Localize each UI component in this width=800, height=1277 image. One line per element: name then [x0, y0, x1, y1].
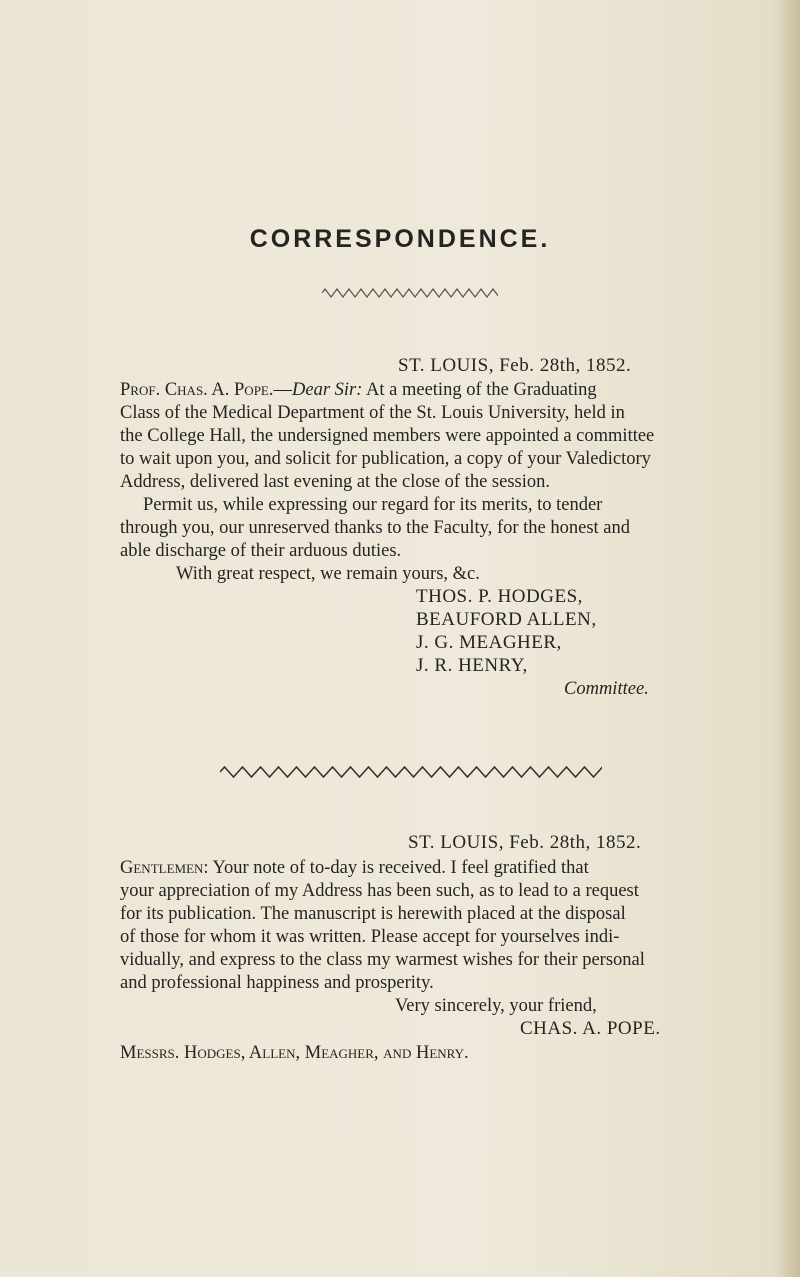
letter1-salutation-greeting: Dear Sir:	[292, 380, 363, 400]
letter1-dateline: ST. LOUIS, Feb. 28th, 1852.	[398, 355, 632, 376]
signatory-name: J. G. MEAGHER,	[416, 632, 562, 653]
ornamental-rule-middle	[220, 766, 602, 778]
page-title: CORRESPONDENCE.	[249, 225, 551, 253]
letter2-body-line: of those for whom it was written. Please accept for yourselves indi-	[120, 927, 620, 947]
letter2-dateline: ST. LOUIS, Feb. 28th, 1852.	[408, 832, 642, 853]
letter1-body-line: to wait upon you, and solicit for publication, a copy of your Valedictory	[120, 449, 651, 469]
letter2-body-line: and professional happiness and prosperity.	[120, 973, 434, 993]
letter1-salutation-name: Prof. Chas. A. Pope.	[120, 380, 274, 400]
letter2-body-line: for its publication. The manuscript is herewith placed at the disposal	[120, 904, 626, 924]
letter1-salutation-dash: —	[273, 380, 292, 400]
letter1-closing: With great respect, we remain yours, &c.	[176, 564, 480, 584]
letter2-body-line: Your note of to-day is received. I feel gratified that	[212, 858, 589, 878]
letter2-signature: CHAS. A. POPE.	[520, 1018, 661, 1039]
letter2-salutation: Gentlemen:	[120, 858, 209, 878]
letter1-body-line: the College Hall, the undersigned members were appointed a committee	[120, 426, 655, 446]
ornamental-rule-top	[322, 288, 498, 298]
letter1-body-line: Address, delivered last evening at the close of the session.	[120, 472, 551, 492]
signatory-name: J. R. HENRY,	[416, 655, 528, 676]
page-edge-shadow	[778, 0, 800, 1277]
letter1-salutation-line	[120, 379, 597, 401]
signatory-name: BEAUFORD ALLEN,	[416, 609, 597, 630]
letter1-body-line: Class of the Medical Department of the St. Louis University, held in	[120, 403, 625, 423]
letter2-body-line: vidually, and express to the class my warmest wishes for their personal	[120, 950, 645, 970]
letter1-body-line: through you, our unreserved thanks to the Faculty, for the honest and	[120, 518, 631, 538]
letter1-body-line: Permit us, while expressing our regard for its merits, to tender	[143, 495, 603, 515]
letter2-addressee: Messrs. Hodges, Allen, Meagher, and Henry.	[120, 1043, 469, 1063]
signature-role: Committee.	[564, 679, 649, 699]
letter2-closing: Very sincerely, your friend,	[395, 996, 597, 1016]
letter2-first-line	[120, 857, 589, 879]
letter1-body-line: At a meeting of the Graduating	[366, 380, 597, 400]
signatory-name: THOS. P. HODGES,	[416, 586, 583, 607]
letter2-body-line: your appreciation of my Address has been such, as to lead to a request	[120, 881, 639, 901]
letter1-body-line: able discharge of their arduous duties.	[120, 541, 402, 561]
